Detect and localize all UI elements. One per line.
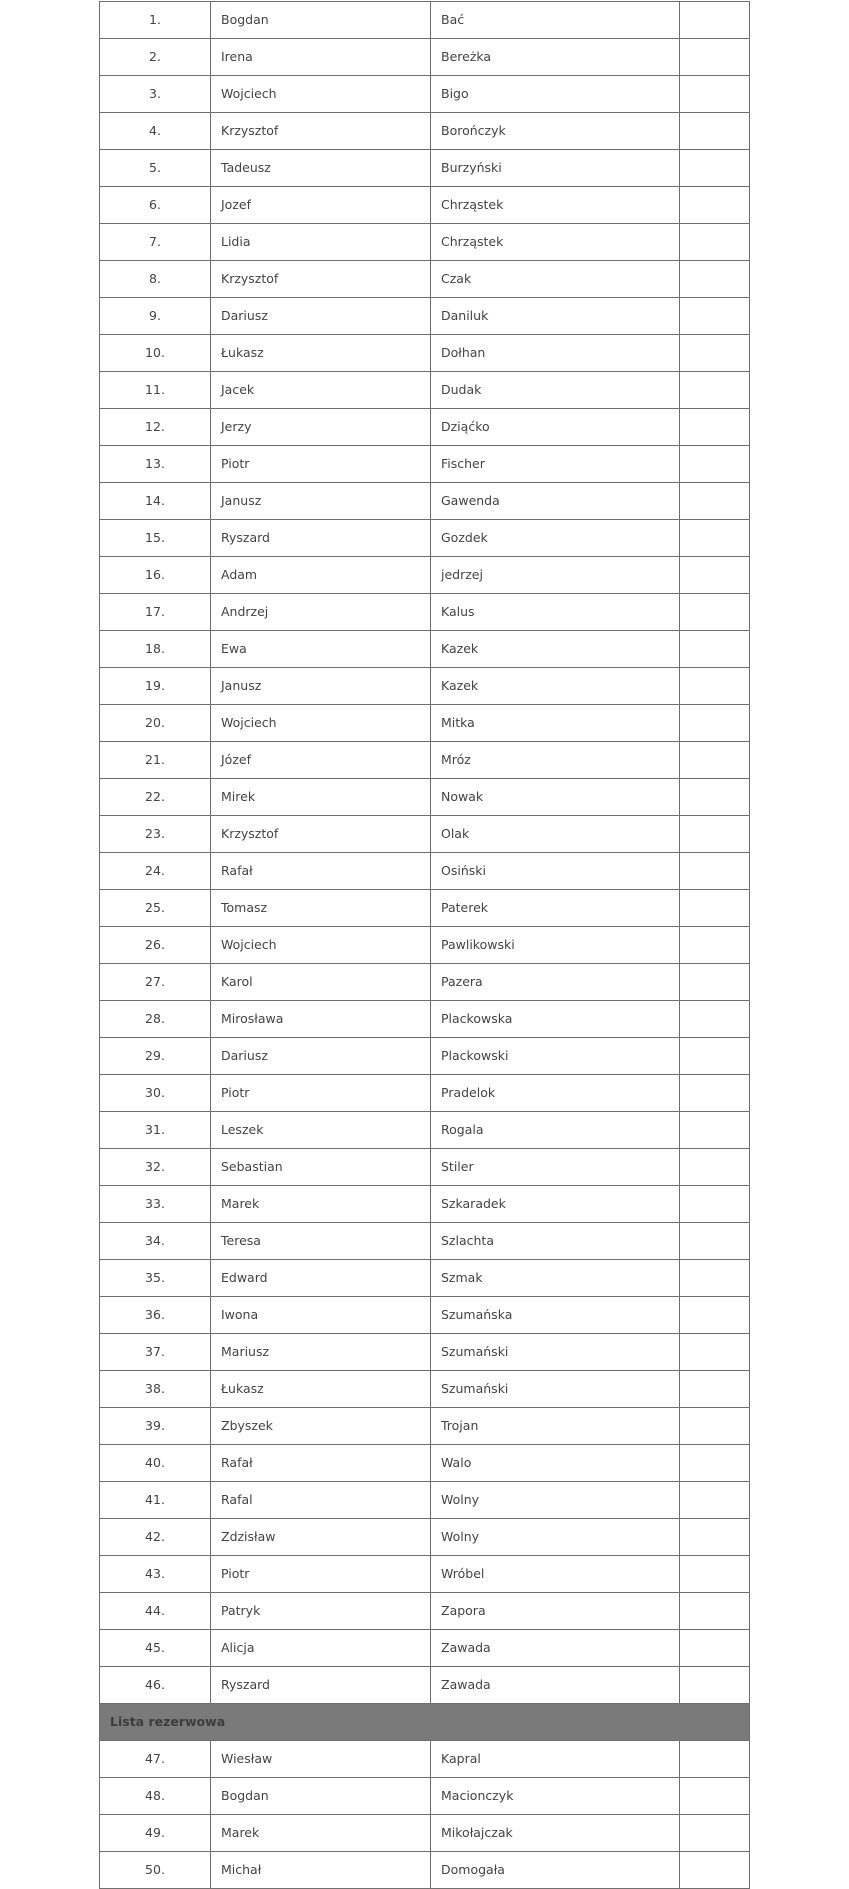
- empty-cell: [680, 1778, 750, 1815]
- table-row: [100, 1741, 750, 1778]
- first-name: Sebastian: [211, 1149, 431, 1186]
- first-name: Michał: [211, 1852, 431, 1889]
- empty-cell: [680, 76, 750, 113]
- row-number: 3.: [100, 76, 211, 113]
- first-name: Tomasz: [211, 890, 431, 927]
- row-number: 7.: [100, 224, 211, 261]
- row-number: 47.: [100, 1741, 211, 1778]
- first-name: Patryk: [211, 1593, 431, 1630]
- row-number: 46.: [100, 1667, 211, 1704]
- table-row: [100, 1519, 750, 1556]
- first-name: Edward: [211, 1260, 431, 1297]
- row-number: 38.: [100, 1371, 211, 1408]
- table-row: [100, 705, 750, 742]
- reserve-list-header-row: [100, 1704, 750, 1741]
- last-name: Walo: [431, 1445, 680, 1482]
- row-number: 35.: [100, 1260, 211, 1297]
- first-name: Ryszard: [211, 520, 431, 557]
- table-row: [100, 1852, 750, 1889]
- row-number: 28.: [100, 1001, 211, 1038]
- row-number: 29.: [100, 1038, 211, 1075]
- row-number: 26.: [100, 927, 211, 964]
- last-name: Domogała: [431, 1852, 680, 1889]
- row-number: 12.: [100, 409, 211, 446]
- table-row: [100, 298, 750, 335]
- first-name: Mirosława: [211, 1001, 431, 1038]
- first-name: Lidia: [211, 224, 431, 261]
- first-name: Zdzisław: [211, 1519, 431, 1556]
- last-name: Wolny: [431, 1519, 680, 1556]
- table-row: [100, 335, 750, 372]
- last-name: Dziąćko: [431, 409, 680, 446]
- empty-cell: [680, 483, 750, 520]
- empty-cell: [680, 1815, 750, 1852]
- table-row: [100, 1778, 750, 1815]
- row-number: 50.: [100, 1852, 211, 1889]
- row-number: 40.: [100, 1445, 211, 1482]
- last-name: Chrząstek: [431, 187, 680, 224]
- row-number: 44.: [100, 1593, 211, 1630]
- table-row: [100, 1223, 750, 1260]
- table-row: [100, 1371, 750, 1408]
- table-row: [100, 39, 750, 76]
- row-number: 17.: [100, 594, 211, 631]
- row-number: 9.: [100, 298, 211, 335]
- row-number: 37.: [100, 1334, 211, 1371]
- empty-cell: [680, 816, 750, 853]
- table-row: [100, 1556, 750, 1593]
- first-name: Dariusz: [211, 298, 431, 335]
- empty-cell: [680, 1408, 750, 1445]
- empty-cell: [680, 1038, 750, 1075]
- row-number: 48.: [100, 1778, 211, 1815]
- row-number: 39.: [100, 1408, 211, 1445]
- row-number: 1.: [100, 2, 211, 39]
- empty-cell: [680, 1593, 750, 1630]
- first-name: Zbyszek: [211, 1408, 431, 1445]
- empty-cell: [680, 113, 750, 150]
- row-number: 43.: [100, 1556, 211, 1593]
- empty-cell: [680, 1556, 750, 1593]
- table-row: [100, 150, 750, 187]
- table-row: [100, 1297, 750, 1334]
- table-row: [100, 446, 750, 483]
- row-number: 14.: [100, 483, 211, 520]
- participants-table-body: [100, 2, 750, 1889]
- empty-cell: [680, 779, 750, 816]
- last-name: Nowak: [431, 779, 680, 816]
- last-name: Zawada: [431, 1667, 680, 1704]
- table-row: [100, 1408, 750, 1445]
- row-number: 27.: [100, 964, 211, 1001]
- first-name: Karol: [211, 964, 431, 1001]
- first-name: Janusz: [211, 483, 431, 520]
- last-name: Mitka: [431, 705, 680, 742]
- table-row: [100, 2, 750, 39]
- table-row: [100, 853, 750, 890]
- first-name: Jacek: [211, 372, 431, 409]
- row-number: 10.: [100, 335, 211, 372]
- row-number: 15.: [100, 520, 211, 557]
- last-name: Zapora: [431, 1593, 680, 1630]
- row-number: 32.: [100, 1149, 211, 1186]
- empty-cell: [680, 557, 750, 594]
- last-name: Gozdek: [431, 520, 680, 557]
- empty-cell: [680, 668, 750, 705]
- reserve-list-heading: Lista rezerwowa: [100, 1704, 750, 1741]
- empty-cell: [680, 1001, 750, 1038]
- row-number: 19.: [100, 668, 211, 705]
- last-name: Mróz: [431, 742, 680, 779]
- table-row: [100, 816, 750, 853]
- row-number: 8.: [100, 261, 211, 298]
- empty-cell: [680, 853, 750, 890]
- empty-cell: [680, 1334, 750, 1371]
- empty-cell: [680, 187, 750, 224]
- row-number: 49.: [100, 1815, 211, 1852]
- row-number: 6.: [100, 187, 211, 224]
- row-number: 22.: [100, 779, 211, 816]
- first-name: Piotr: [211, 1075, 431, 1112]
- last-name: Wolny: [431, 1482, 680, 1519]
- empty-cell: [680, 1852, 750, 1889]
- first-name: Iwona: [211, 1297, 431, 1334]
- empty-cell: [680, 1112, 750, 1149]
- last-name: Szlachta: [431, 1223, 680, 1260]
- first-name: Janusz: [211, 668, 431, 705]
- empty-cell: [680, 1149, 750, 1186]
- table-row: [100, 594, 750, 631]
- last-name: Borończyk: [431, 113, 680, 150]
- row-number: 25.: [100, 890, 211, 927]
- row-number: 42.: [100, 1519, 211, 1556]
- first-name: Wojciech: [211, 705, 431, 742]
- first-name: Adam: [211, 557, 431, 594]
- last-name: Kazek: [431, 668, 680, 705]
- table-row: [100, 557, 750, 594]
- row-number: 24.: [100, 853, 211, 890]
- last-name: Gawenda: [431, 483, 680, 520]
- first-name: Leszek: [211, 1112, 431, 1149]
- first-name: Krzysztof: [211, 816, 431, 853]
- first-name: Marek: [211, 1815, 431, 1852]
- row-number: 13.: [100, 446, 211, 483]
- empty-cell: [680, 1630, 750, 1667]
- table-row: [100, 483, 750, 520]
- empty-cell: [680, 372, 750, 409]
- first-name: Józef: [211, 742, 431, 779]
- empty-cell: [680, 927, 750, 964]
- empty-cell: [680, 964, 750, 1001]
- last-name: Pawlikowski: [431, 927, 680, 964]
- empty-cell: [680, 1075, 750, 1112]
- last-name: Mikołajczak: [431, 1815, 680, 1852]
- table-row: [100, 1112, 750, 1149]
- first-name: Łukasz: [211, 1371, 431, 1408]
- row-number: 18.: [100, 631, 211, 668]
- table-row: [100, 1482, 750, 1519]
- table-row: [100, 1593, 750, 1630]
- last-name: Pradelok: [431, 1075, 680, 1112]
- first-name: Krzysztof: [211, 261, 431, 298]
- empty-cell: [680, 150, 750, 187]
- table-row: [100, 1334, 750, 1371]
- empty-cell: [680, 335, 750, 372]
- table-row: [100, 1001, 750, 1038]
- last-name: Dudak: [431, 372, 680, 409]
- empty-cell: [680, 1741, 750, 1778]
- empty-cell: [680, 1297, 750, 1334]
- last-name: Szumański: [431, 1334, 680, 1371]
- first-name: Andrzej: [211, 594, 431, 631]
- table-row: [100, 964, 750, 1001]
- first-name: Ryszard: [211, 1667, 431, 1704]
- row-number: 11.: [100, 372, 211, 409]
- table-row: [100, 742, 750, 779]
- table-row: [100, 520, 750, 557]
- first-name: Irena: [211, 39, 431, 76]
- empty-cell: [680, 1667, 750, 1704]
- first-name: Mirek: [211, 779, 431, 816]
- empty-cell: [680, 594, 750, 631]
- last-name: Szumański: [431, 1371, 680, 1408]
- last-name: Czak: [431, 261, 680, 298]
- empty-cell: [680, 1445, 750, 1482]
- empty-cell: [680, 1186, 750, 1223]
- first-name: Bogdan: [211, 1778, 431, 1815]
- table-row: [100, 409, 750, 446]
- first-name: Jerzy: [211, 409, 431, 446]
- last-name: Bereżka: [431, 39, 680, 76]
- row-number: 41.: [100, 1482, 211, 1519]
- last-name: Szumańska: [431, 1297, 680, 1334]
- table-row: [100, 1630, 750, 1667]
- last-name: Szmak: [431, 1260, 680, 1297]
- first-name: Bogdan: [211, 2, 431, 39]
- table-row: [100, 372, 750, 409]
- table-row: [100, 1815, 750, 1852]
- first-name: Rafal: [211, 1482, 431, 1519]
- empty-cell: [680, 224, 750, 261]
- last-name: Bigo: [431, 76, 680, 113]
- empty-cell: [680, 742, 750, 779]
- first-name: Wiesław: [211, 1741, 431, 1778]
- first-name: Krzysztof: [211, 113, 431, 150]
- first-name: Rafał: [211, 1445, 431, 1482]
- table-row: [100, 668, 750, 705]
- table-row: [100, 779, 750, 816]
- first-name: Piotr: [211, 1556, 431, 1593]
- row-number: 31.: [100, 1112, 211, 1149]
- last-name: Stiler: [431, 1149, 680, 1186]
- last-name: Macionczyk: [431, 1778, 680, 1815]
- table-row: [100, 631, 750, 668]
- last-name: Chrząstek: [431, 224, 680, 261]
- table-row: [100, 1038, 750, 1075]
- last-name: Osiński: [431, 853, 680, 890]
- empty-cell: [680, 520, 750, 557]
- empty-cell: [680, 705, 750, 742]
- table-row: [100, 1075, 750, 1112]
- last-name: Zawada: [431, 1630, 680, 1667]
- table-row: [100, 224, 750, 261]
- empty-cell: [680, 1519, 750, 1556]
- row-number: 16.: [100, 557, 211, 594]
- first-name: Tadeusz: [211, 150, 431, 187]
- last-name: Trojan: [431, 1408, 680, 1445]
- table-row: [100, 890, 750, 927]
- first-name: Teresa: [211, 1223, 431, 1260]
- empty-cell: [680, 298, 750, 335]
- first-name: Jozef: [211, 187, 431, 224]
- empty-cell: [680, 446, 750, 483]
- last-name: Kapral: [431, 1741, 680, 1778]
- first-name: Marek: [211, 1186, 431, 1223]
- table-row: [100, 1445, 750, 1482]
- row-number: 23.: [100, 816, 211, 853]
- last-name: Burzyński: [431, 150, 680, 187]
- empty-cell: [680, 39, 750, 76]
- row-number: 21.: [100, 742, 211, 779]
- first-name: Łukasz: [211, 335, 431, 372]
- first-name: Rafał: [211, 853, 431, 890]
- first-name: Dariusz: [211, 1038, 431, 1075]
- last-name: Dołhan: [431, 335, 680, 372]
- empty-cell: [680, 409, 750, 446]
- row-number: 34.: [100, 1223, 211, 1260]
- last-name: Kalus: [431, 594, 680, 631]
- empty-cell: [680, 1260, 750, 1297]
- row-number: 36.: [100, 1297, 211, 1334]
- last-name: Wróbel: [431, 1556, 680, 1593]
- last-name: Pazera: [431, 964, 680, 1001]
- row-number: 2.: [100, 39, 211, 76]
- table-row: [100, 113, 750, 150]
- first-name: Mariusz: [211, 1334, 431, 1371]
- table-row: [100, 927, 750, 964]
- first-name: Piotr: [211, 446, 431, 483]
- table-row: [100, 187, 750, 224]
- last-name: jedrzej: [431, 557, 680, 594]
- empty-cell: [680, 1223, 750, 1260]
- table-row: [100, 261, 750, 298]
- table-row: [100, 1667, 750, 1704]
- last-name: Kazek: [431, 631, 680, 668]
- last-name: Olak: [431, 816, 680, 853]
- first-name: Wojciech: [211, 927, 431, 964]
- row-number: 20.: [100, 705, 211, 742]
- row-number: 30.: [100, 1075, 211, 1112]
- empty-cell: [680, 631, 750, 668]
- first-name: Wojciech: [211, 76, 431, 113]
- row-number: 33.: [100, 1186, 211, 1223]
- table-row: [100, 1186, 750, 1223]
- row-number: 45.: [100, 1630, 211, 1667]
- participants-table: [99, 1, 750, 1889]
- last-name: Plackowski: [431, 1038, 680, 1075]
- row-number: 5.: [100, 150, 211, 187]
- table-row: [100, 1260, 750, 1297]
- last-name: Paterek: [431, 890, 680, 927]
- empty-cell: [680, 1482, 750, 1519]
- last-name: Rogala: [431, 1112, 680, 1149]
- empty-cell: [680, 2, 750, 39]
- empty-cell: [680, 890, 750, 927]
- last-name: Daniluk: [431, 298, 680, 335]
- last-name: Szkaradek: [431, 1186, 680, 1223]
- last-name: Fischer: [431, 446, 680, 483]
- last-name: Plackowska: [431, 1001, 680, 1038]
- table-row: [100, 1149, 750, 1186]
- last-name: Bać: [431, 2, 680, 39]
- first-name: Ewa: [211, 631, 431, 668]
- table-row: [100, 76, 750, 113]
- empty-cell: [680, 261, 750, 298]
- empty-cell: [680, 1371, 750, 1408]
- first-name: Alicja: [211, 1630, 431, 1667]
- row-number: 4.: [100, 113, 211, 150]
